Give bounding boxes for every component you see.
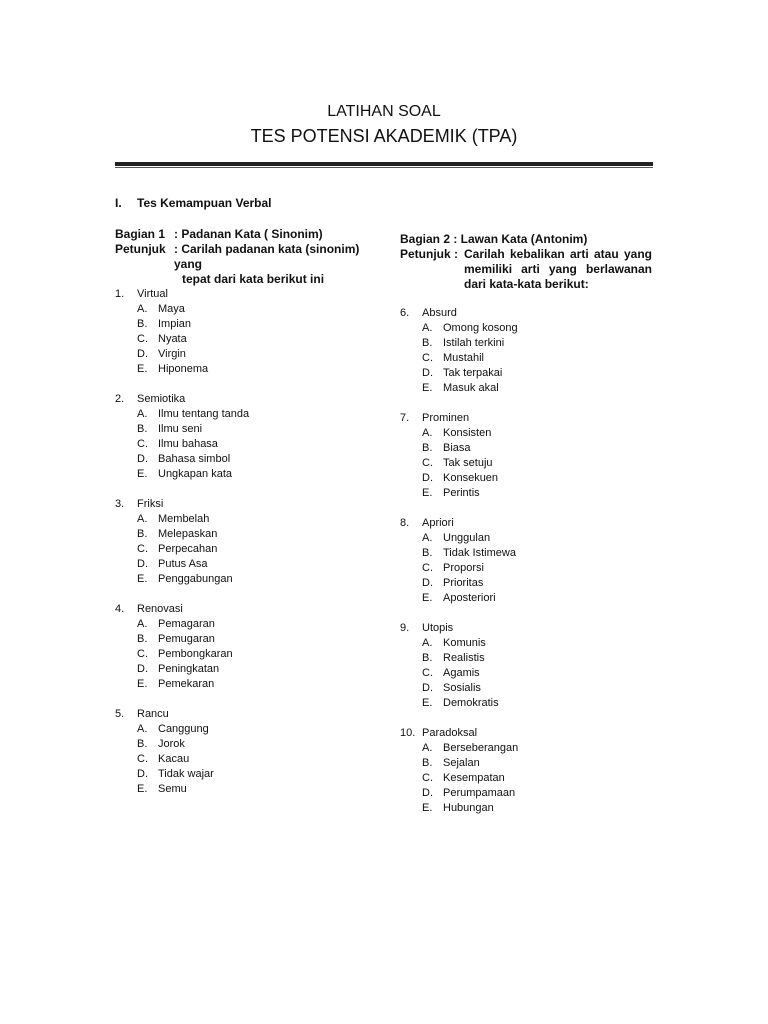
answer-option <box>400 441 518 456</box>
option-letter: C. <box>137 333 148 345</box>
option-text: Ilmu seni <box>158 423 203 435</box>
answer-option <box>400 546 518 561</box>
option-text: Omong kosong <box>443 322 518 334</box>
option-letter: E. <box>137 678 148 690</box>
option-text: Impian <box>158 318 192 330</box>
option-letter: D. <box>422 787 433 799</box>
question-word: Rancu <box>137 708 169 720</box>
question-stem <box>115 287 249 302</box>
question-number: 3. <box>115 498 125 510</box>
option-letter: A. <box>137 723 148 735</box>
option-text: Nyata <box>158 333 187 345</box>
part1-label: Bagian 1 <box>115 227 166 241</box>
option-letter: B. <box>422 757 433 769</box>
option-letter: B. <box>137 318 148 330</box>
option-text: Jorok <box>158 738 185 750</box>
option-text: Penggabungan <box>158 573 233 585</box>
answer-option <box>400 456 518 471</box>
questions-right-column <box>400 306 518 831</box>
option-letter: A. <box>137 408 148 420</box>
option-letter: C. <box>137 648 148 660</box>
option-letter: D. <box>137 348 148 360</box>
option-text: Virgin <box>158 348 186 360</box>
option-text: Mustahil <box>443 352 484 364</box>
option-text: Realistis <box>443 652 485 664</box>
answer-option <box>115 557 249 572</box>
option-letter: D. <box>422 682 433 694</box>
option-text: Maya <box>158 303 185 315</box>
option-letter: A. <box>137 303 148 315</box>
answer-option <box>115 722 249 737</box>
answer-option <box>115 662 249 677</box>
option-text: Istilah terkini <box>443 337 505 349</box>
question-item <box>115 287 249 377</box>
option-text: Semu <box>158 783 187 795</box>
option-text: Pemekaran <box>158 678 215 690</box>
option-letter: C. <box>137 753 148 765</box>
answer-option <box>115 632 249 647</box>
option-letter: E. <box>137 468 148 480</box>
answer-option <box>115 467 249 482</box>
question-word: Renovasi <box>137 603 183 615</box>
question-number: 2. <box>115 393 125 405</box>
question-word: Apriori <box>422 517 454 529</box>
option-letter: C. <box>422 352 433 364</box>
answer-option <box>400 771 518 786</box>
answer-option <box>400 381 518 396</box>
option-letter: B. <box>422 652 433 664</box>
question-number: 9. <box>400 622 410 634</box>
option-text: Ilmu bahasa <box>158 438 218 450</box>
option-letter: C. <box>137 543 148 555</box>
question-stem <box>400 411 518 426</box>
option-letter: B. <box>137 528 148 540</box>
question-stem <box>115 707 249 722</box>
option-text: Prioritas <box>443 577 484 589</box>
question-item <box>400 516 518 606</box>
answer-option <box>400 786 518 801</box>
option-letter: A. <box>422 532 433 544</box>
part1-instruction-label: Petunjuk <box>115 242 166 256</box>
option-text: Ilmu tentang tanda <box>158 408 250 420</box>
option-text: Sosialis <box>443 682 481 694</box>
option-letter: E. <box>422 592 433 604</box>
option-text: Aposteriori <box>443 592 496 604</box>
answer-option <box>115 647 249 662</box>
option-text: Sejalan <box>443 757 480 769</box>
question-number: 8. <box>400 517 410 529</box>
option-letter: A. <box>422 637 433 649</box>
option-text: Proporsi <box>443 562 484 574</box>
option-letter: B. <box>422 442 433 454</box>
answer-option <box>400 471 518 486</box>
title-rule-thin <box>115 167 653 168</box>
answer-option <box>115 437 249 452</box>
question-stem <box>400 516 518 531</box>
question-stem <box>400 726 518 741</box>
answer-option <box>115 452 249 467</box>
option-text: Komunis <box>443 637 486 649</box>
option-letter: E. <box>422 487 433 499</box>
answer-option <box>400 756 518 771</box>
question-item <box>115 497 249 587</box>
answer-option <box>400 321 518 336</box>
question-stem <box>115 497 249 512</box>
question-word: Virtual <box>137 288 168 300</box>
page-subtitle: TES POTENSI AKADEMIK (TPA) <box>250 126 518 146</box>
option-letter: E. <box>137 363 148 375</box>
question-number: 5. <box>115 708 125 720</box>
question-number: 6. <box>400 307 410 319</box>
part1-instruction-text-1: : Carilah padanan kata (sinonim) yang <box>174 242 360 271</box>
option-text: Canggung <box>158 723 209 735</box>
answer-option <box>400 696 518 711</box>
questions-left-column <box>115 287 249 812</box>
question-word: Friksi <box>137 498 164 510</box>
answer-option <box>400 336 518 351</box>
option-text: Demokratis <box>443 697 499 709</box>
option-text: Tak setuju <box>443 457 493 469</box>
option-letter: D. <box>422 577 433 589</box>
option-letter: C. <box>422 667 433 679</box>
answer-option <box>400 366 518 381</box>
answer-option <box>115 347 249 362</box>
option-text: Bahasa simbol <box>158 453 231 465</box>
option-text: Hubungan <box>443 802 494 814</box>
page-title: LATIHAN SOAL <box>327 103 441 120</box>
option-text: Konsekuen <box>443 472 499 484</box>
option-letter: E. <box>422 697 433 709</box>
answer-option <box>400 426 518 441</box>
question-word: Utopis <box>422 622 454 634</box>
answer-option <box>115 572 249 587</box>
question-item <box>400 306 518 396</box>
question-number: 4. <box>115 603 125 615</box>
question-item <box>400 621 518 711</box>
option-text: Melepaskan <box>158 528 218 540</box>
option-text: Perintis <box>443 487 480 499</box>
option-letter: B. <box>137 633 148 645</box>
question-number: 1. <box>115 288 125 300</box>
option-text: Ungkapan kata <box>158 468 232 480</box>
option-letter: E. <box>422 382 433 394</box>
option-letter: D. <box>137 558 148 570</box>
option-letter: E. <box>137 573 148 585</box>
option-text: Membelah <box>158 513 210 525</box>
option-text: Perumpamaan <box>443 787 516 799</box>
option-text: Kesempatan <box>443 772 505 784</box>
option-text: Pembongkaran <box>158 648 233 660</box>
question-item <box>400 726 518 816</box>
answer-option <box>400 681 518 696</box>
option-text: Tidak Istimewa <box>443 547 516 559</box>
option-letter: B. <box>137 423 148 435</box>
answer-option <box>115 407 249 422</box>
option-letter: C. <box>422 772 433 784</box>
question-word: Semiotika <box>137 393 186 405</box>
question-item <box>115 707 249 797</box>
option-text: Putus Asa <box>158 558 208 570</box>
answer-option <box>400 636 518 651</box>
option-letter: C. <box>422 562 433 574</box>
part1-instruction-text-2: tepat dari kata berikut ini <box>182 272 325 286</box>
option-letter: D. <box>422 367 433 379</box>
option-text: Pemugaran <box>158 633 215 645</box>
answer-option <box>400 576 518 591</box>
option-letter: B. <box>422 547 433 559</box>
answer-option <box>400 741 518 756</box>
answer-option <box>115 752 249 767</box>
option-letter: A. <box>422 427 433 439</box>
answer-option <box>400 801 518 816</box>
part1-title: : Padanan Kata ( Sinonim) <box>174 227 323 241</box>
part2-instruction-text: Carilah kebalikan arti atau yang memiliki arti yang berlawanan dari kata-kata berikut: <box>464 247 652 291</box>
question-item <box>115 602 249 692</box>
option-letter: B. <box>137 738 148 750</box>
option-text: Konsisten <box>443 427 492 439</box>
option-text: Unggulan <box>443 532 491 544</box>
section-heading <box>115 196 272 210</box>
answer-option <box>115 677 249 692</box>
part2-instruction-label: Petunjuk : <box>400 247 459 261</box>
title-rule-thick <box>115 162 653 166</box>
option-text: Tak terpakai <box>443 367 503 379</box>
question-stem <box>400 306 518 321</box>
option-letter: C. <box>137 438 148 450</box>
option-text: Tidak wajar <box>158 768 214 780</box>
question-word: Prominen <box>422 412 470 424</box>
part1-header <box>115 227 375 287</box>
option-letter: E. <box>422 802 433 814</box>
option-letter: E. <box>137 783 148 795</box>
answer-option <box>115 767 249 782</box>
option-text: Perpecahan <box>158 543 218 555</box>
section-title: Tes Kemampuan Verbal <box>137 196 272 210</box>
option-text: Peningkatan <box>158 663 220 675</box>
option-text: Hiponema <box>158 363 209 375</box>
answer-option <box>400 486 518 501</box>
option-text: Pemagaran <box>158 618 215 630</box>
option-letter: B. <box>422 337 433 349</box>
answer-option <box>400 591 518 606</box>
answer-option <box>115 737 249 752</box>
answer-option <box>115 527 249 542</box>
question-number: 7. <box>400 412 410 424</box>
option-letter: D. <box>137 768 148 780</box>
answer-option <box>400 531 518 546</box>
answer-option <box>115 782 249 797</box>
answer-option <box>115 362 249 377</box>
option-letter: D. <box>137 453 148 465</box>
answer-option <box>115 317 249 332</box>
question-item <box>115 392 249 482</box>
part2-header <box>400 232 652 292</box>
question-number: 10. <box>400 727 416 739</box>
option-letter: D. <box>422 472 433 484</box>
question-item <box>400 411 518 501</box>
option-text: Masuk akal <box>443 382 499 394</box>
answer-option <box>400 651 518 666</box>
question-stem <box>115 392 249 407</box>
option-letter: D. <box>137 663 148 675</box>
option-text: Kacau <box>158 753 190 765</box>
answer-option <box>115 302 249 317</box>
answer-option <box>400 351 518 366</box>
answer-option <box>115 617 249 632</box>
option-text: Berseberangan <box>443 742 519 754</box>
answer-option <box>115 542 249 557</box>
answer-option <box>400 666 518 681</box>
option-letter: A. <box>137 618 148 630</box>
option-letter: A. <box>137 513 148 525</box>
option-letter: A. <box>422 322 433 334</box>
option-text: Biasa <box>443 442 471 454</box>
option-text: Agamis <box>443 667 480 679</box>
answer-option <box>115 512 249 527</box>
section-number: I. <box>115 196 122 210</box>
question-word: Paradoksal <box>422 727 478 739</box>
question-stem <box>400 621 518 636</box>
answer-option <box>400 561 518 576</box>
question-word: Absurd <box>422 307 457 319</box>
option-letter: A. <box>422 742 433 754</box>
question-stem <box>115 602 249 617</box>
option-letter: C. <box>422 457 433 469</box>
part2-title: Bagian 2 : Lawan Kata (Antonim) <box>400 232 588 246</box>
answer-option <box>115 332 249 347</box>
answer-option <box>115 422 249 437</box>
